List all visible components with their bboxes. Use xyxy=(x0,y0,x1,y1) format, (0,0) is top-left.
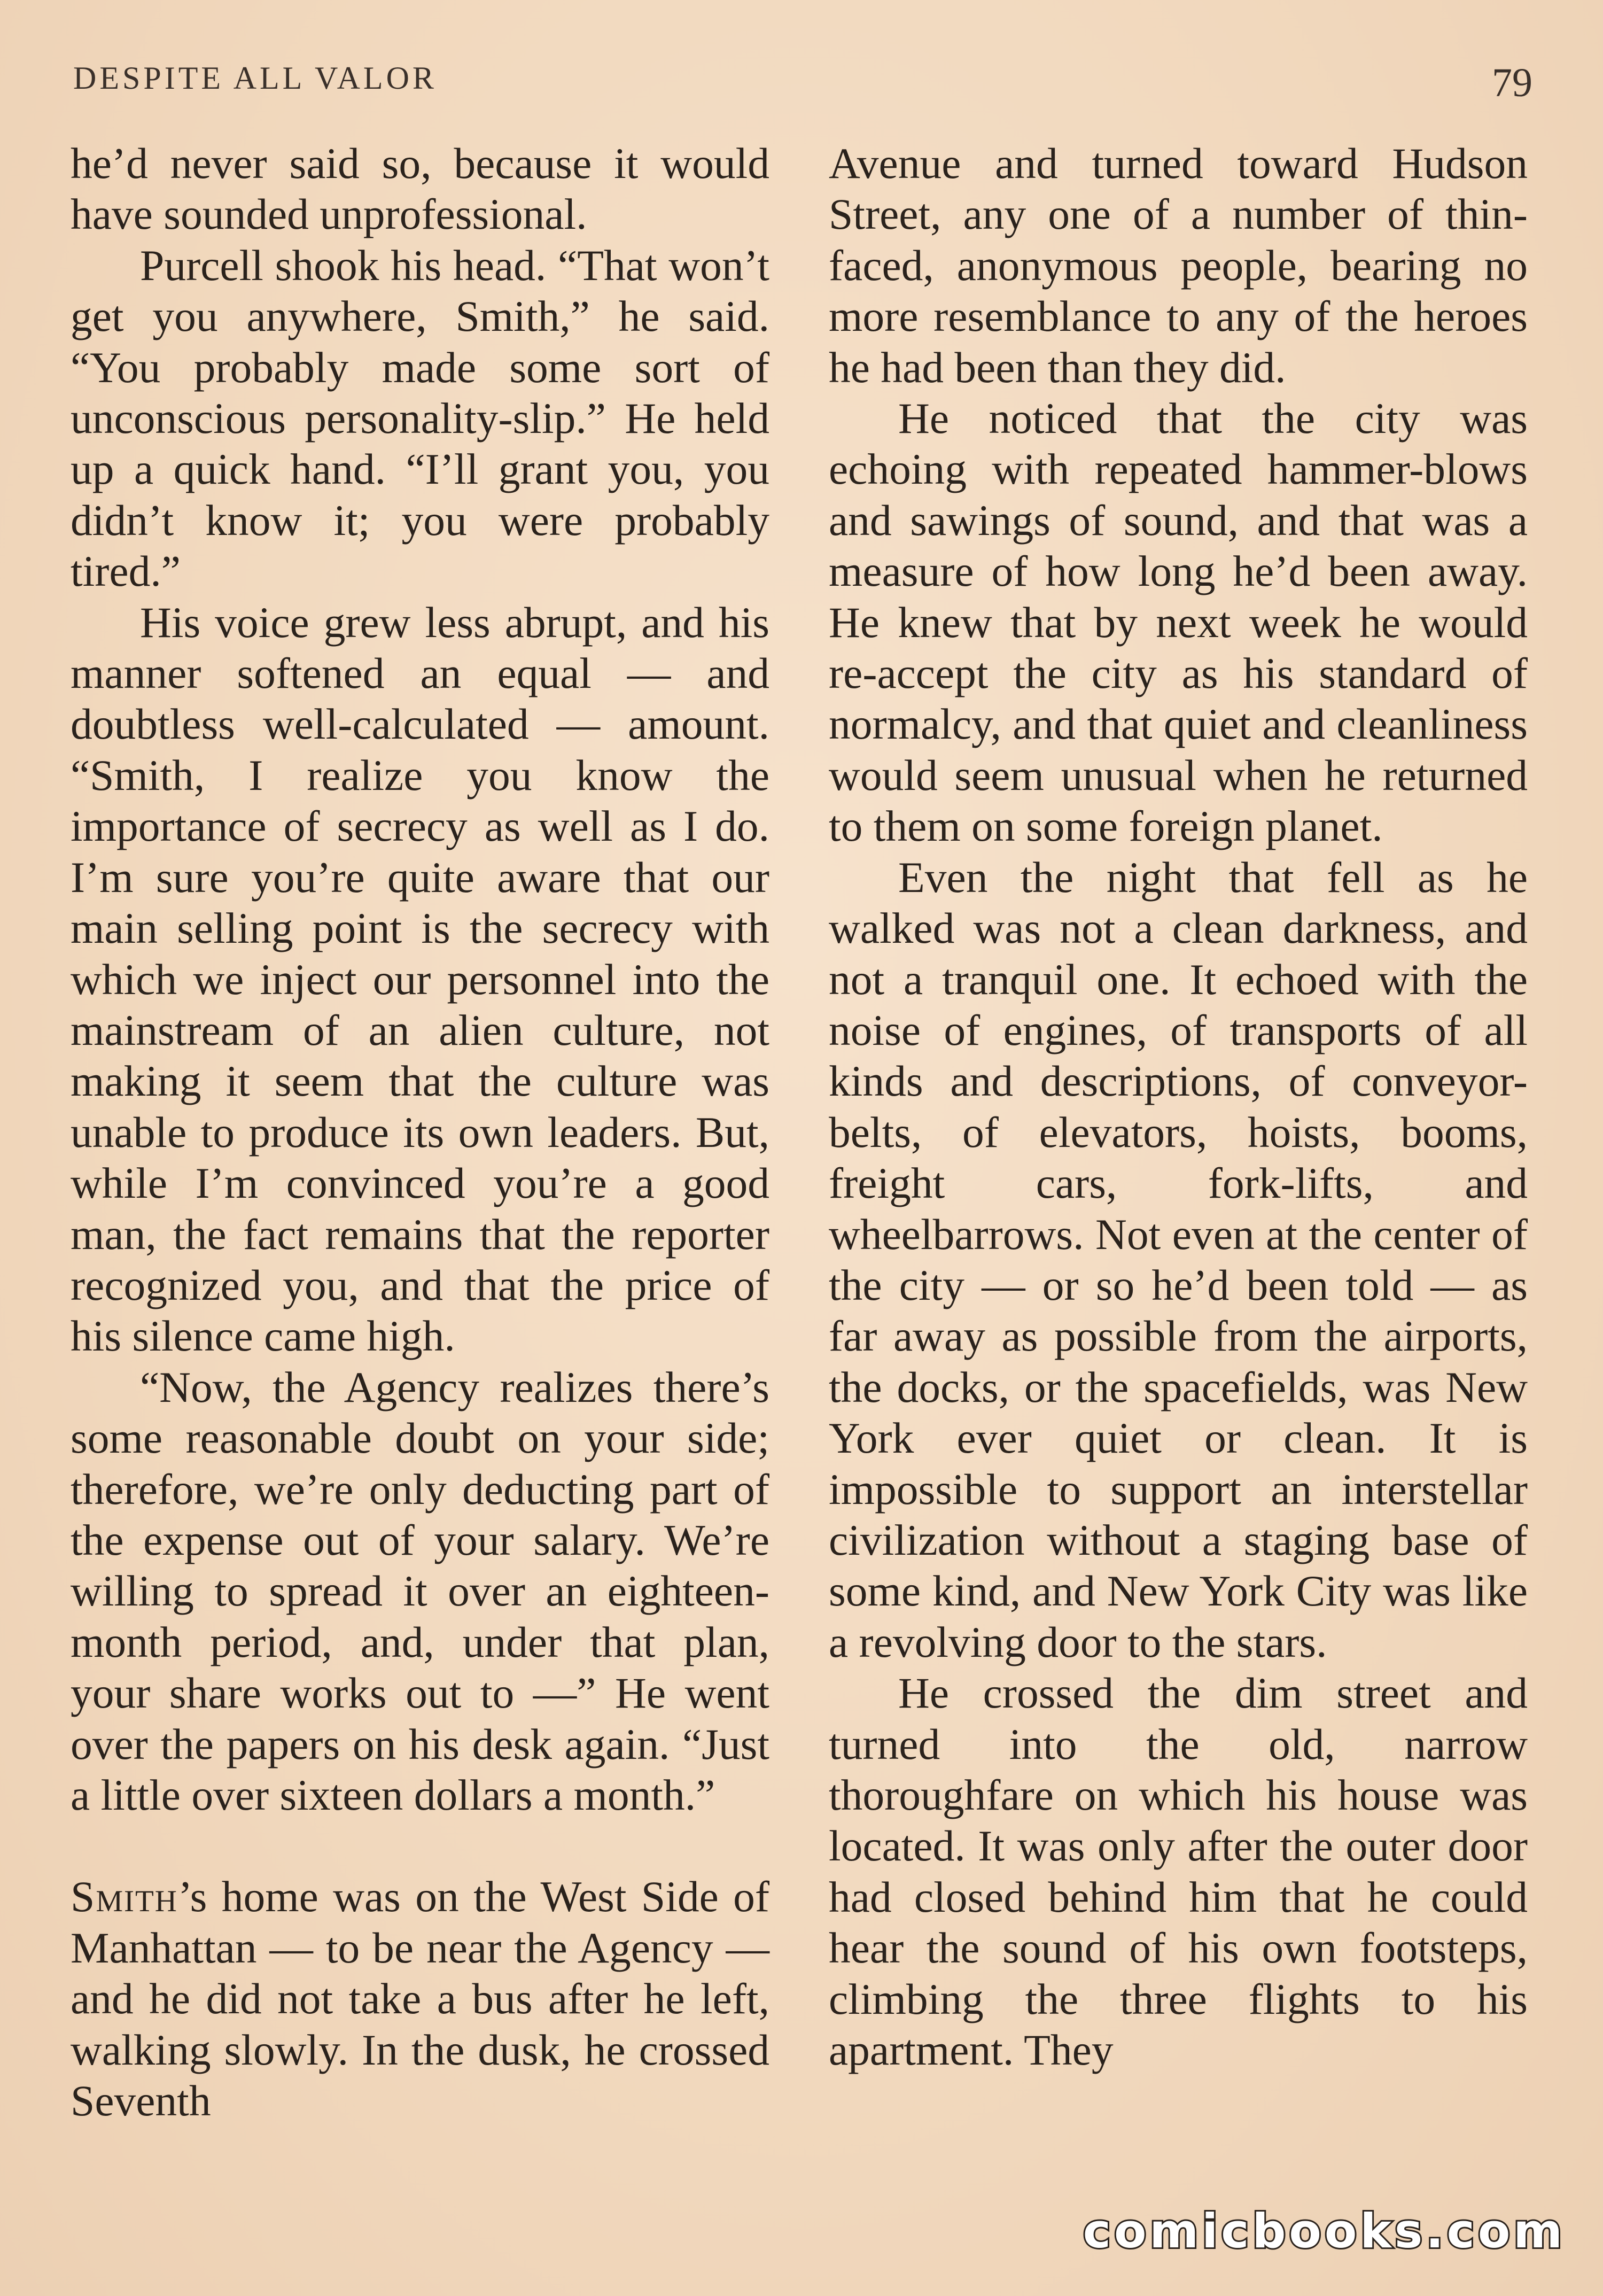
watermark-logo: comicbooks.com xyxy=(1083,2204,1566,2259)
paragraph: Avenue and turned toward Hudson Street, any one of a number of thin-faced, anonymous people, bearing no more resemblance to any of the heroes he had been than they did. xyxy=(829,139,1528,392)
running-title: DESPITE ALL VALOR xyxy=(73,60,437,96)
paragraph: Purcell shook his head. “That won’t get you anywhere, Smith,” he said. “You probably made some sort of unconscious personality-slip.” He held up a quick hand. “I’ll grant you, you didn’t know it; you were probably tired.” xyxy=(71,241,769,596)
paragraph: His voice grew less abrupt, and his manner softened an equal — and doubtless well-calculated — amount. “Smith, I realize you know the importance of secrecy as well as I do. I’m sure you’re quite aware that our main selling point is the secrecy with which we inject our personnel into the mainstream of an alien culture, not making it seem that the culture was unable to produce its own leaders. But, while I’m convinced you’re a good man, the fact remains that the reporter recognized you, and that the price of his silence came high. xyxy=(71,598,769,1361)
right-column xyxy=(829,138,1528,2075)
paragraph: “Now, the Agency realizes there’s some reasonable doubt on your side; therefore, we’re only deducting part of the expense out of your salary. We’re willing to spread it over an eighteen-month period, and, under that plan, your share works out to —” He went over the papers on his desk again. “Just a little over sixteen dollars a month.” xyxy=(71,1362,769,1819)
paragraph: he’d never said so, because it would have sounded unprofessional. xyxy=(71,139,769,239)
section-opening-text: ’s home was on the West Side of Manhattan — to be near the Agency — and he did not take a bus after he left, walking slowly. In the dusk, he crossed Seventh xyxy=(71,1872,769,2126)
section-lead-word: Smith xyxy=(71,1872,178,1921)
page-number: 79 xyxy=(1492,60,1532,105)
paragraph: He noticed that the city was echoing with repeated hammer-blows and sawings of sound, and that was a measure of how long he’d been away. He knew that by next week he would re-accept the city as his standard of normalcy, and that quiet and cleanliness would seem unusual when he returned to them on some foreign planet. xyxy=(829,394,1528,851)
section-opening-paragraph xyxy=(71,1871,769,2126)
left-column xyxy=(71,138,769,2126)
paragraph: Even the night that fell as he walked was not a clean darkness, and not a tranquil one. It echoed with the noise of engines, of transports of all kinds and descriptions, of conveyor-belts, of elevators, hoists, booms, freight cars, fork-lifts, and wheelbarrows. Not even at the center of the city — or so he’d been told — as far away as possible from the airports, the docks, or the spacefields, was New York ever quiet or clean. It is impossible to support an interstellar civilization without a staging base of some kind, and New York City was like a revolving door to the stars. xyxy=(829,852,1528,1666)
paragraph: He crossed the dim street and turned into the old, narrow thoroughfare on which his house was located. It was only after the outer door had closed behind him that he could hear the sound of his own footsteps, climbing the three flights to his apartment. They xyxy=(829,1669,1528,2075)
